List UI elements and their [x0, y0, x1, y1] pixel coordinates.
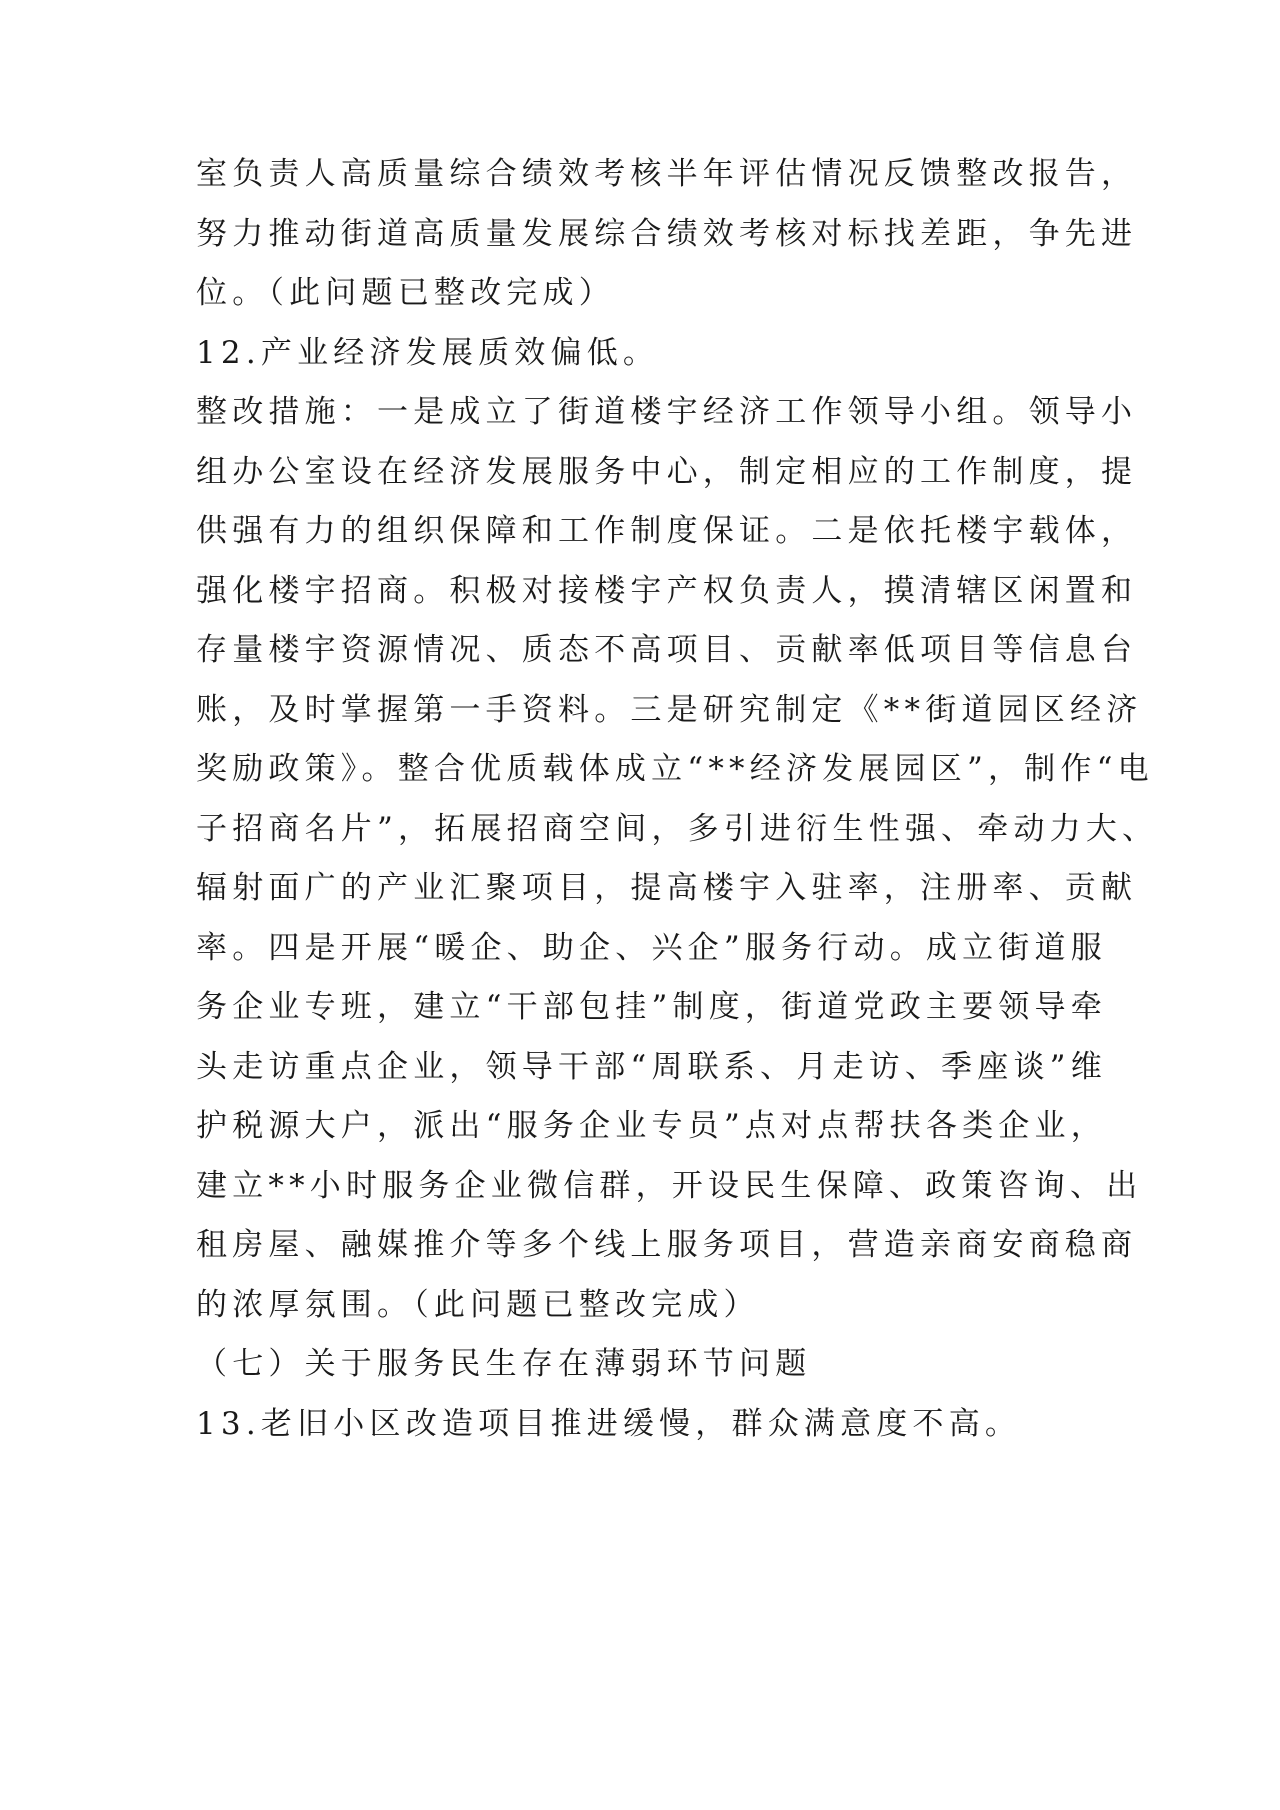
text-line: 账，及时掌握第一手资料。三是研究制定《**街道园区经济 [196, 691, 1143, 728]
text-line: 整改措施：一是成立了街道楼宇经济工作领导小组。领导小 [196, 394, 1138, 430]
section-heading-7: （七）关于服务民生存在薄弱环节问题 [196, 1346, 812, 1382]
item-heading-13: 13.老旧小区改造项目推进缓慢，群众满意度不高。 [196, 1405, 1022, 1442]
text-line: 率。四是开展“暖企、助企、兴企”服务行动。成立街道服 [196, 929, 1107, 966]
text-line: 位。（此问题已整改完成） [196, 275, 615, 311]
text-line: 的浓厚氛围。（此问题已整改完成） [196, 1286, 760, 1323]
text-line: 建立**小时服务企业微信群，开设民生保障、政策咨询、出 [196, 1167, 1143, 1204]
text-line: 存量楼宇资源情况、质态不高项目、贡献率低项目等信息台 [196, 632, 1138, 668]
text-line: 供强有力的组织保障和工作制度保证。二是依托楼宇载体， [196, 513, 1138, 549]
item-heading-12: 12.产业经济发展质效偏低。 [196, 334, 660, 371]
text-line: 租房屋、融媒推介等多个线上服务项目，营造亲商安商稳商 [196, 1227, 1138, 1263]
text-line: 努力推动街道高质量发展综合绩效考核对标找差距，争先进 [196, 215, 1138, 252]
text-line: 强化楼宇招商。积极对接楼宇产权负责人，摸清辖区闲置和 [196, 572, 1138, 609]
document-body [196, 145, 1159, 1454]
text-line: 室负责人高质量综合绩效考核半年评估情况反馈整改报告， [196, 156, 1138, 192]
text-line: 奖励政策》。整合优质载体成立“**经济发展园区”，制作“电 [196, 751, 1154, 787]
text-line: 头走访重点企业，领导干部“周联系、月走访、季座谈”维 [196, 1048, 1107, 1085]
text-line: 子招商名片”，拓展招商空间，多引进衍生性强、牵动力大、 [196, 810, 1159, 847]
text-line: 组办公室设在经济发展服务中心，制定相应的工作制度，提 [196, 453, 1138, 490]
text-line: 辐射面广的产业汇聚项目，提高楼宇入驻率，注册率、贡献 [196, 870, 1138, 906]
text-line: 务企业专班，建立“干部包挂”制度，街道党政主要领导牵 [196, 989, 1107, 1025]
text-line: 护税源大户，派出“服务企业专员”点对点帮扶各类企业， [196, 1108, 1107, 1144]
